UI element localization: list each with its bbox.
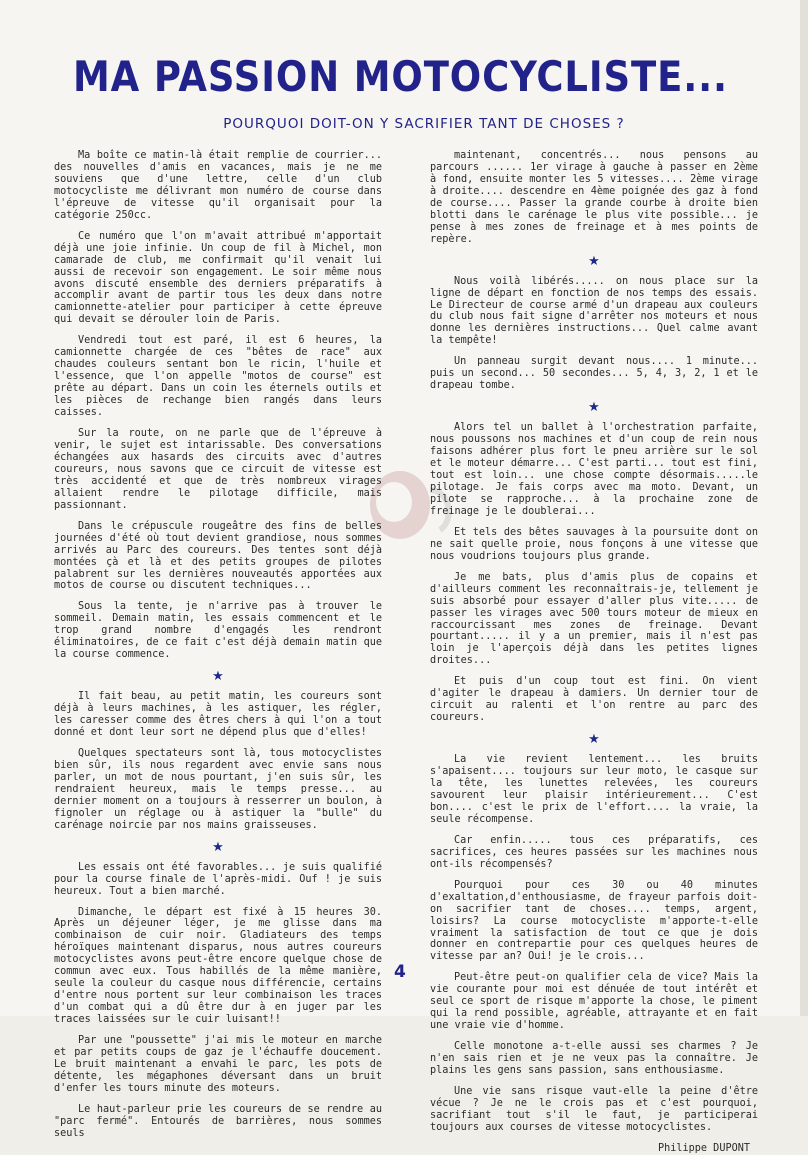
- author-signature: Philippe DUPONT: [657, 1142, 750, 1154]
- paragraph: Je me bats, plus d'amis plus de copains et d'ailleurs comment les reconnaîtrais-je, tellement je suis absorbé pour essayer d'aller plus vite..... de passer les virages avec 500 tours moteur de mieux en raccourcissant mes zones de freinage. Devant pourtant..... il y a un premier, mais il n'est pas loin je l'aperçois déjà dans les petites lignes droites...: [430, 571, 758, 667]
- right-column: [430, 150, 758, 1155]
- paragraph: Le haut-parleur prie les coureurs de se rendre au "parc fermé". Entourés de barrières, nous sommes seuls: [54, 1103, 382, 1139]
- paragraph: Sur la route, on ne parle que de l'épreuve à venir, le sujet est intarissable. Des conversations échangées aux hasards des circuits avec d'autres coureurs, nous savons que ce circuit de vitesse est très accidenté et que de très nombreux virages allaient rendre le pilotage difficile, mais passionnant.: [54, 428, 382, 511]
- paragraph: Une vie sans risque vaut-elle la peine d'être vécue ? Je ne le crois pas et c'est pourquoi, sacrifiant tout s'il le faut, je participerai toujours aux courses de vitesse motocyclistes.: [430, 1086, 758, 1133]
- page-number: 4: [394, 962, 406, 982]
- left-column: [54, 150, 382, 1149]
- paragraph: Vendredi tout est paré, il est 6 heures, la camionnette chargée de ces "bêtes de race" aux chaudes couleurs sentant bon le ricin, l'huile et l'essence, que l'on appelle "motos de course" est prête au départ. Dans un coin les éternels outils et les pièces de rechange bien rangés dans leurs caisses.: [54, 335, 382, 419]
- paragraph: Pourquoi pour ces 30 ou 40 minutes d'exaltation,d'enthousiasme, de frayeur parfois doit-on sacrifier tant de choses.... temps, argent, loisirs? La course motocycliste m'apporte-t-elle vraiment la satisfaction de tout ce que je dois donner en contrepartie pour ces quelques heures de vitesse par an? Oui! je le crois...: [430, 879, 758, 963]
- page-edge: [800, 0, 808, 1016]
- paragraph: Dans le crépuscule rougeâtre des fins de belles journées d'été où tout devient grandiose, nous sommes arrivés au Parc des coureurs. Des tentes sont déjà montées çà et là et des petits groupes de pilotes palabrent sur les dernières nouveautés apportées aux motos de course ou discutent techniques...: [54, 520, 382, 592]
- paragraph: Ma boîte ce matin-là était remplie de courrier... des nouvelles d'amis en vacances, mais je ne me souviens que d'une lettre, celle d'un club motocycliste me délivrant mon numéro de course dans l'épreuve de vitesse qu'il organisait pour la catégorie 250cc.: [54, 150, 382, 221]
- paragraph: Car enfin..... tous ces préparatifs, ces sacrifices, ces heures passées sur les machines nous ont-ils récompensés?: [430, 834, 758, 870]
- paragraph: Alors tel un ballet à l'orchestration parfaite, nous poussons nos machines et d'un coup de rein nous faisons adhérer plus fort le pneu arrière sur le sol et le moteur démarre... C'est parti... tout est fini, tout est loin... une chose compte désormais.....le pilotage. Je fais corps avec ma moto. Devant, un pilote se rapproche... à la prochaine zone de freinage je le doublerai...: [430, 422, 758, 517]
- paragraph: Nous voilà libérés..... on nous place sur la ligne de départ en fonction de nos temps des essais. Le Directeur de course armé d'un drapeau aux couleurs du club nous fait signe d'arrêter nos moteurs et nous donne les dernières instructions... Quel calme avant la tempête!: [430, 275, 758, 347]
- paragraph: maintenant, concentrés... nous pensons au parcours ...... 1er virage à gauche à passer en 2ème à fond, ensuite monter les 5 vitesses.... 2ème virage à droite.... descendre en 4ème poignée des gaz à fond de course.... Passer la grande courbe à droite bien blotti dans le carénage le plus vite possible... je pense à mes zones de freinage et à mes points de repère.: [430, 150, 758, 245]
- paragraph: La vie revient lentement... les bruits s'apaisent.... toujours sur leur moto, le casque sur la tête, les lunettes relevées, les coureurs savourent leur plaisir intérieurement... C'est bon.... c'est le prix de l'effort.... la vraie, la seule récompense.: [430, 754, 758, 825]
- star-separator-icon: ★: [588, 400, 600, 416]
- star-separator-icon: ★: [212, 839, 224, 855]
- paragraph: Quelques spectateurs sont là, tous motocyclistes bien sûr, ils nous regardent avec envie sans nous parler, un mot de nous pourtant, j'en suis sûr, les rendraient heureux, mais le temps presse... au dernier moment on a toujours à resserrer un boulon, à fignoler un réglage ou à astiquer la "bulle" du carénage noircie par nos mains graisseuses.: [54, 747, 382, 831]
- star-separator-icon: ★: [588, 732, 600, 748]
- paragraph: Dimanche, le départ est fixé à 15 heures 30. Après un déjeuner léger, je me glisse dans ma combinaison de cuir noir. Gladiateurs des temps héroïques maintenant disparus, nous autres coureurs motocyclistes avons peut-être encore quelque chose de commun avec eux. Tous habillés de la même manière, seule la couleur du casque nous différencie, certains d'entre nous portent sur leur combinaison les traces d'un combat qui a dû être dur à en juger par les traces laissées sur le cuir luisant!!: [54, 906, 382, 1026]
- star-separator-icon: ★: [212, 669, 224, 685]
- paragraph: Peut-être peut-on qualifier cela de vice? Mais la vie courante pour moi est dénuée de tout intérêt et seul ce sport de risque m'apporte la chose, le piment qui la rend possible, agréable, attrayante et en fait une vraie vie d'homme.: [430, 972, 758, 1032]
- paragraph: Sous la tente, je n'arrive pas à trouver le sommeil. Demain matin, les essais commencent et le trop grand nombre d'engagés les rendront éliminatoires, de ce fait c'est déjà demain matin que la course commence.: [54, 601, 382, 661]
- star-separator-icon: ★: [588, 253, 600, 269]
- paragraph: Les essais ont été favorables... je suis qualifié pour la course finale de l'après-midi. Ouf ! je suis heureux. Tout a bien marché.: [54, 861, 382, 897]
- paragraph: Il fait beau, au petit matin, les coureurs sont déjà à leurs machines, à les astiquer, les régler, les caresser comme des êtres chers à qui l'on a tout donné et dont leur sort ne dépend plus que d'elles!: [54, 691, 382, 739]
- paragraph: Et puis d'un coup tout est fini. On vient d'agiter le drapeau à damiers. Un dernier tour de circuit au ralenti et l'on rentre au parc des coureurs.: [430, 676, 758, 724]
- paragraph: Un panneau surgit devant nous.... 1 minute... puis un second... 50 secondes... 5, 4, 3, 2, 1 et le drapeau tombe.: [430, 356, 758, 392]
- paragraph: Celle monotone a-t-elle aussi ses charmes ? Je n'en sais rien et je ne veux pas la connaître. Je plains les gens sans passion, sans enthousiasme.: [430, 1041, 758, 1077]
- paragraph: Et tels des bêtes sauvages à la poursuite dont on ne sait quelle proie, nous fonçons à une vitesse que nous voudrions toujours plus grande.: [430, 526, 758, 562]
- paragraph: Ce numéro que l'on m'avait attribué m'apportait déjà une joie infinie. Un coup de fil à Michel, mon camarade de club, me confirmait qu'il venait lui aussi de recevoir son engagement. Le soir même nous avons discuté ensemble des derniers préparatifs à accomplir avant de partir tous les deux dans notre camionnette-atelier pour participer à cette épreuve qui devait se dérouler loin de Paris.: [54, 230, 382, 326]
- article-subtitle: POURQUOI DOIT-ON Y SACRIFIER TANT DE CHOSES ?: [223, 116, 625, 132]
- article-title: MA PASSION MOTOCYCLISTE...: [72, 52, 728, 101]
- paragraph: Par une "poussette" j'ai mis le moteur en marche et par petits coups de gaz je l'échauffe doucement. Le bruit maintenant a envahi le parc, les pots de détente, les mégaphones déversant dans un bruit d'enfer les tours minute des moteurs.: [54, 1035, 382, 1094]
